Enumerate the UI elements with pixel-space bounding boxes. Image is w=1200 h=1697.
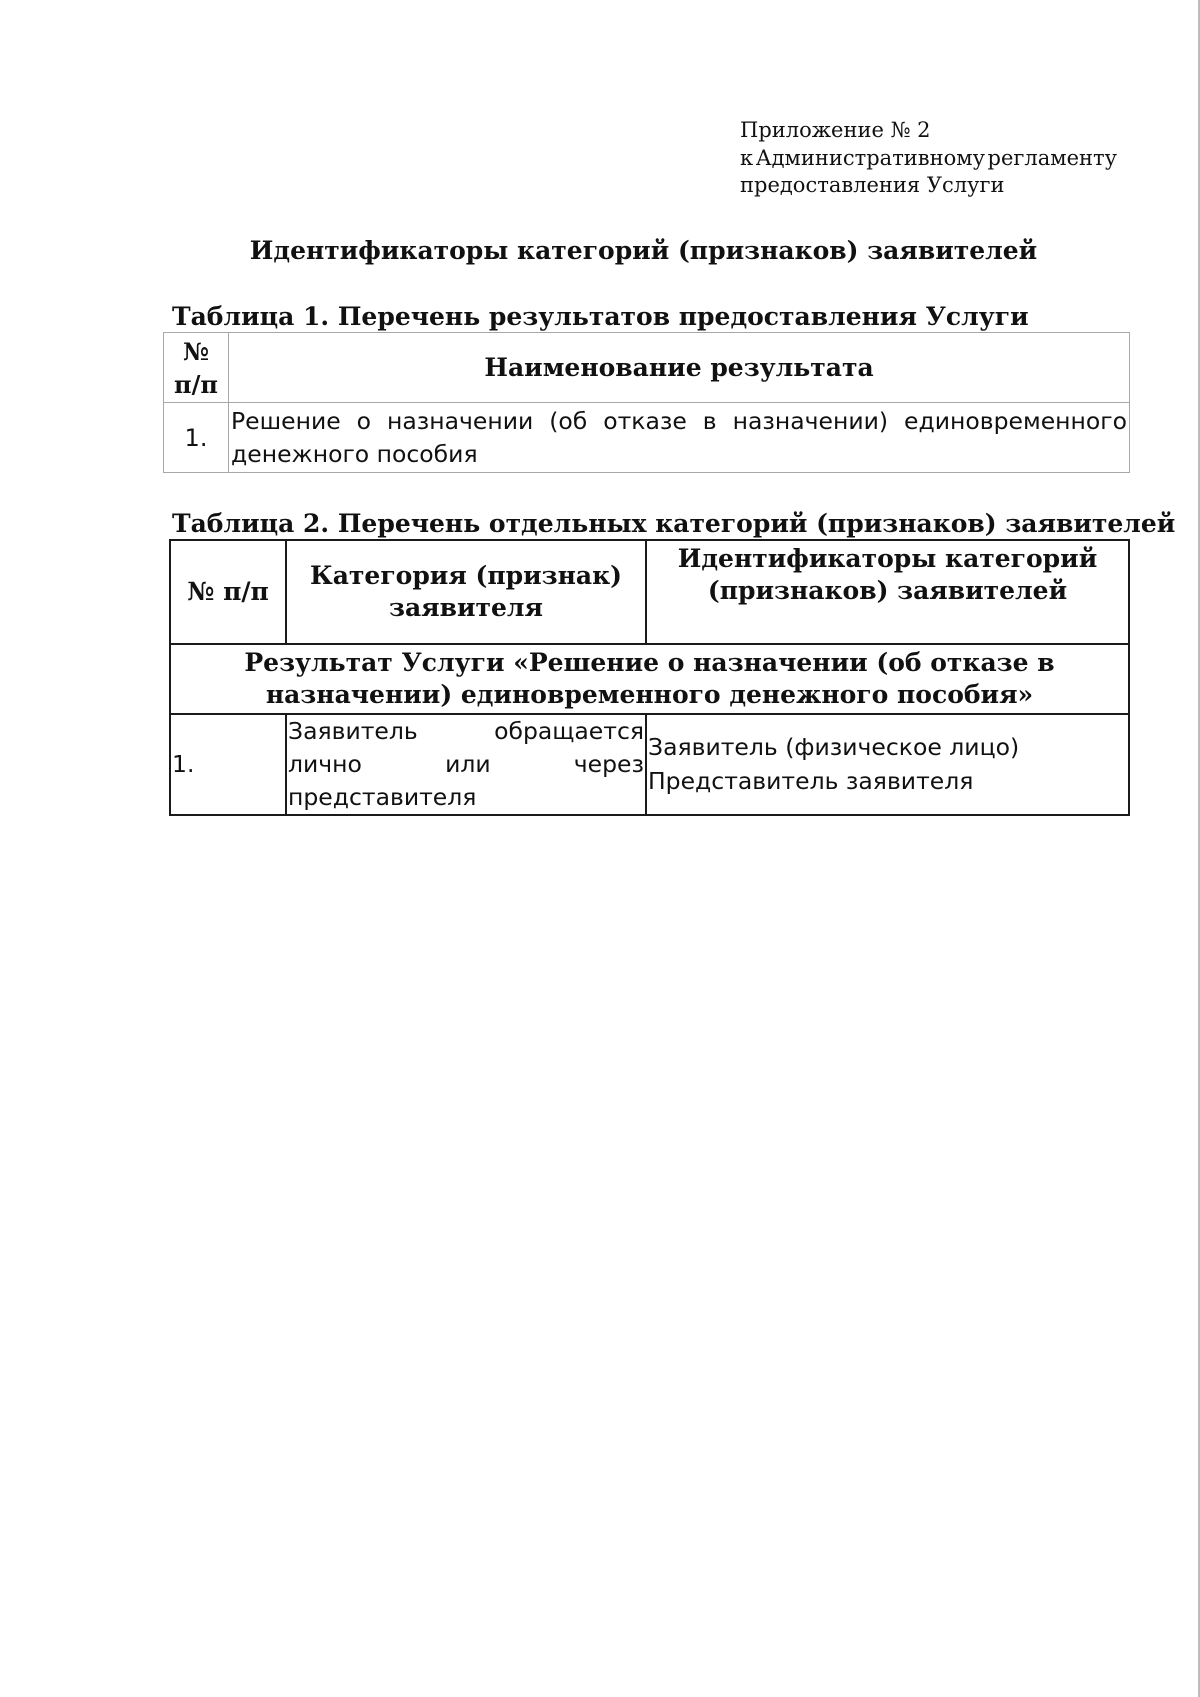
row-number: 1. <box>164 403 229 473</box>
header-result-name: Наименование результата <box>229 333 1130 403</box>
header-number: № п/п <box>170 540 286 644</box>
row-number: 1. <box>170 714 286 815</box>
header-category: Категория (признак) заявителя <box>286 540 646 644</box>
table2-caption: Таблица 2. Перечень отдельных категорий (признаков) заявителей <box>172 509 1176 538</box>
table1-caption: Таблица 1. Перечень результатов предоставления Услуги <box>172 302 1029 331</box>
table-row <box>170 714 1129 815</box>
annex-line-1: Приложение № 2 <box>740 118 931 142</box>
section-row <box>170 644 1129 714</box>
annex-word: регламенту <box>987 145 1117 170</box>
header-number-line: п/п <box>174 369 218 399</box>
header-number-line: № <box>182 336 210 366</box>
annex-note <box>740 117 1117 200</box>
identifier-item: Заявитель (физическое лицо) <box>648 733 1020 761</box>
annex-word: Административному <box>755 145 985 170</box>
categories-table <box>169 539 1130 816</box>
header-identifiers: Идентификаторы категорий (признаков) заявителей <box>646 540 1129 644</box>
table-header-row <box>164 333 1130 403</box>
row-category: Заявитель обращается лично или через представителя <box>286 714 646 815</box>
annex-line-3: предоставления Услуги <box>740 173 1005 197</box>
row-result-text: Решение о назначении (об отказе в назначении) единовременного денежного пособия <box>229 403 1130 473</box>
document-title: Идентификаторы категорий (признаков) заявителей <box>249 236 1038 265</box>
row-identifiers <box>646 714 1129 815</box>
identifier-item: Представитель заявителя <box>648 767 974 795</box>
results-table <box>163 332 1130 473</box>
annex-line-2 <box>740 145 1117 173</box>
header-number <box>164 333 229 403</box>
annex-word: к <box>740 145 754 170</box>
table-row <box>164 403 1130 473</box>
section-title: Результат Услуги «Решение о назначении (об отказе в назначении) единовременного денежного пособия» <box>170 644 1129 714</box>
table-header-row <box>170 540 1129 644</box>
